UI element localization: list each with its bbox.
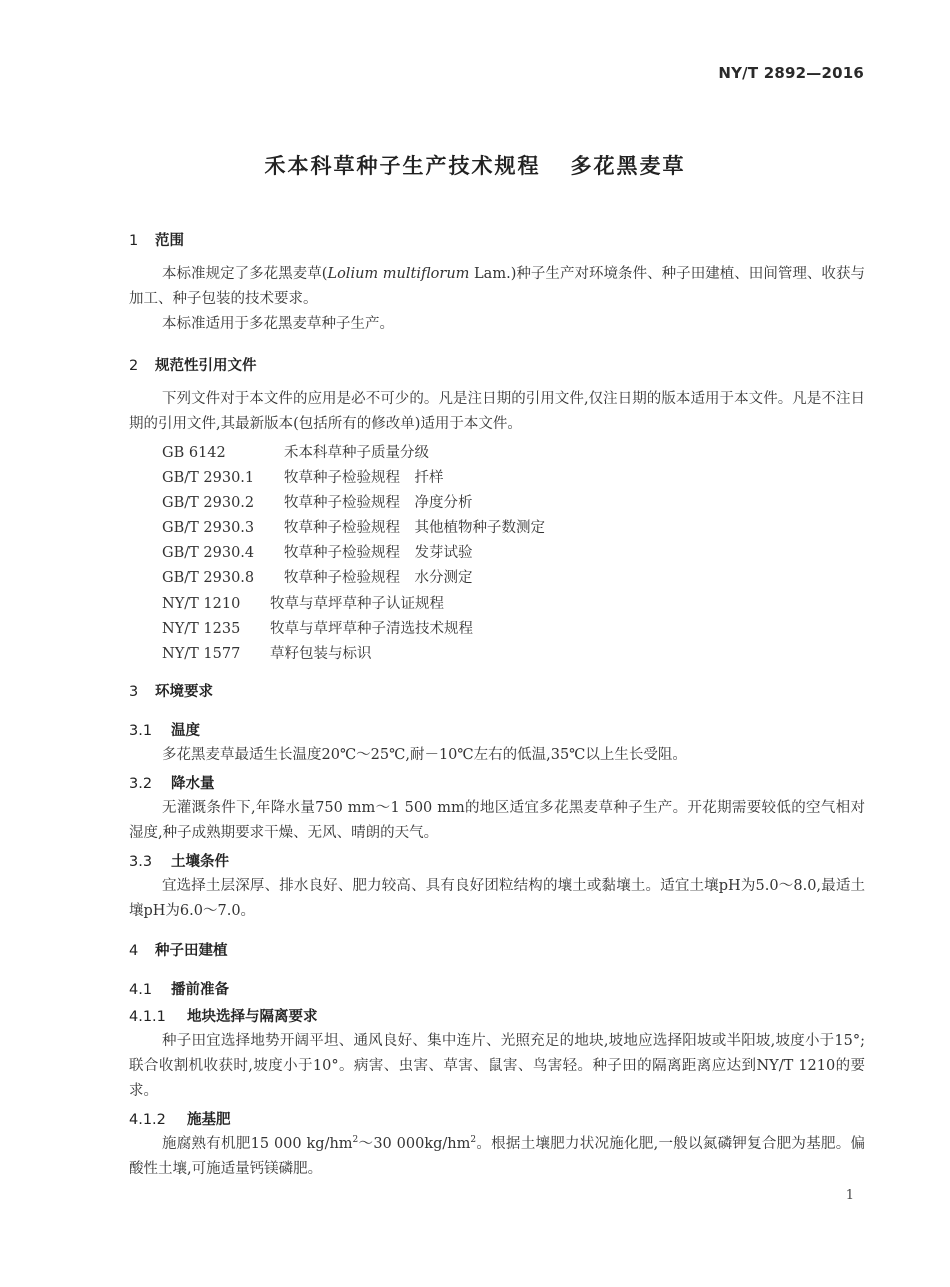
section-4-1-1-heading: 4.1.1 地块选择与隔离要求 (129, 1009, 318, 1025)
reference-item: GB/T 2930.3 牧草种子检验规程 其他植物种子数测定 (162, 520, 545, 536)
reference-item: GB/T 2930.8 牧草种子检验规程 水分测定 (162, 570, 473, 586)
title-part2: 多花黑麦草 (570, 154, 686, 178)
document-title (0, 150, 950, 180)
reference-item: NY/T 1235 牧草与草坪草种子清选技术规程 (162, 621, 473, 637)
section-1-paragraph-2: 本标准适用于多花黑麦草种子生产。 (162, 316, 394, 332)
section-2-paragraph: 下列文件对于本文件的应用是必不可少的。凡是注日期的引用文件,仅注日期的版本适用于本文件。凡是不注日期的引用文件,其最新版本(包括所有的修改单)适用于本文件。 (129, 391, 865, 432)
reference-item: GB 6142 禾本科草种子质量分级 (162, 445, 429, 461)
section-1-paragraph-1: 本标准规定了多花黑麦草(Lolium multiflorum Lam.)种子生产对环境条件、种子田建植、田间管理、收获与加工、种子包装的技术要求。 (129, 266, 865, 307)
section-1-heading: 1 范围 (129, 233, 184, 249)
reference-item: NY/T 1210 牧草与草坪草种子认证规程 (162, 596, 444, 612)
reference-item: NY/T 1577 草籽包装与标识 (162, 646, 372, 662)
page-number: 1 (845, 1188, 854, 1203)
latin-name: Lolium multiflorum (327, 266, 470, 282)
section-3-2-heading: 3.2 降水量 (129, 776, 215, 792)
title-part1: 禾本科草种子生产技术规程 (264, 154, 541, 178)
section-4-1-2-paragraph: 施腐熟有机肥15 000 $kg/hm^2\sim 30$ $000kg/hm^2$。根据土壤肥力状况施化肥,一般以氮磷钾复合肥为基肥。偏酸性土壤,可施适量钙镁磷肥。 (129, 1135, 865, 1177)
section-3-heading: 3 环境要求 (129, 684, 213, 700)
section-4-1-1-paragraph: 种子田宜选择地势开阔平坦、通风良好、集中连片、光照充足的地块,坡地应选择阳坡或半阳坡,坡度小于15°;联合收割机收获时,坡度小于10°。病害、虫害、草害、鼠害、鸟害轻。种子田的隔离距离应达到NY/T 1210的要求。 (129, 1033, 865, 1099)
reference-item: GB/T 2930.1 牧草种子检验规程 扦样 (162, 470, 444, 486)
section-4-1-heading: 4.1 播前准备 (129, 982, 229, 998)
section-2-heading: 2 规范性引用文件 (129, 358, 257, 374)
standard-code: NY/T 2892—2016 (718, 64, 864, 82)
section-3-2-paragraph: 无灌溉条件下,年降水量750 mm～1 500 mm的地区适宜多花黑麦草种子生产。开花期需要较低的空气相对湿度,种子成熟期要求干燥、无风、晴朗的天气。 (129, 800, 865, 841)
section-3-3-heading: 3.3 土壤条件 (129, 854, 229, 870)
reference-item: GB/T 2930.4 牧草种子检验规程 发芽试验 (162, 545, 473, 561)
reference-item: GB/T 2930.2 牧草种子检验规程 净度分析 (162, 495, 473, 511)
section-4-heading: 4 种子田建植 (129, 943, 228, 959)
section-3-3-paragraph: 宜选择土层深厚、排水良好、肥力较高、具有良好团粒结构的壤土或黏壤土。适宜土壤pH为5.0～8.0,最适土壤pH为6.0～7.0。 (129, 878, 865, 919)
section-3-1-heading: 3.1 温度 (129, 723, 200, 739)
section-3-1-paragraph: 多花黑麦草最适生长温度20℃～25℃,耐－10℃左右的低温,35℃以上生长受阻。 (162, 747, 687, 763)
section-4-1-2-heading: 4.1.2 施基肥 (129, 1112, 231, 1128)
